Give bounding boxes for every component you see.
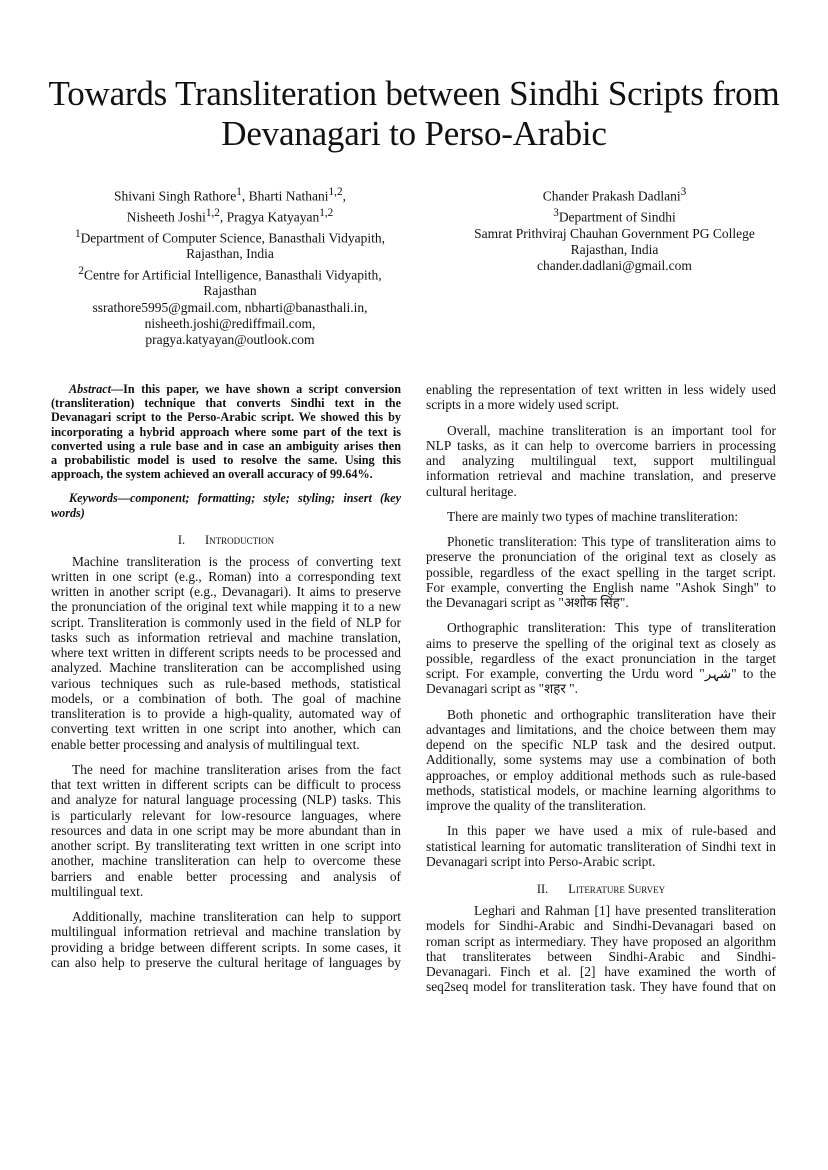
section-title: Introduction xyxy=(205,532,275,547)
text-line: models for Sindhi-Arabic and Sindhi-Devanagari based on xyxy=(426,918,776,934)
affiliation-line: $^2$Centre for Artificial Intelligence, Banasthali Vidyapith, xyxy=(78,264,382,283)
text-line: that transliterates between Sindhi-Arabic and Sindhi- xyxy=(426,948,776,964)
section-number: II. xyxy=(536,882,549,896)
text-line: possible, regardless of the exact pronunciation in the target xyxy=(426,650,776,666)
text-line: the Devanagari script as "अशोक सिंह". xyxy=(426,595,629,610)
text-line: depend on the specific NLP task and the desired output. xyxy=(426,737,776,752)
paragraph xyxy=(51,762,401,899)
paragraph xyxy=(426,903,776,995)
text-line: can also help to preserve the cultural heritage of languages by xyxy=(51,954,401,970)
paragraph xyxy=(426,382,776,413)
paragraph xyxy=(51,909,401,970)
text-line: enable better processing and analysis of multilingual text. xyxy=(51,736,360,752)
paragraph xyxy=(51,554,401,752)
text-line: There are mainly two types of machine transliteration: xyxy=(447,508,739,524)
paragraph xyxy=(426,423,776,499)
text-line: written in one script (e.g., Roman) into a corresponding text xyxy=(51,568,401,584)
section-number: I. xyxy=(177,532,186,547)
text-line: roman script as intermediary. They have proposed an algorithm xyxy=(426,933,776,949)
author-name-right: Chander Prakash Dadlani$^3$ xyxy=(542,186,687,204)
affiliation-line: $^3$Department of Sindhi xyxy=(553,206,676,225)
keywords xyxy=(51,491,401,519)
text-line: improve the quality of the transliteration. xyxy=(426,798,647,813)
affiliation-line: Rajasthan, India xyxy=(186,246,274,262)
text-line: barriers and enable better processing and analysis of xyxy=(51,868,401,884)
text-line: words) xyxy=(51,505,85,520)
text-line: approaches, or employ additional methods such as rule-based xyxy=(426,767,776,783)
text-line: and analyzing multilingual text, support multilingual xyxy=(426,453,776,468)
text-line: and analyze for natural language processing (NLP) tasks. This xyxy=(51,792,401,808)
title-line-1: Towards Transliteration between Sindhi Scripts from xyxy=(48,74,780,113)
text-line: (transliteration) technique that converts Sindhi text in the xyxy=(51,396,401,411)
text-line: converting text written in one script into another, which can xyxy=(51,721,401,737)
text-line: another script. By transliterating text written in one script into xyxy=(51,838,401,854)
text-line: tasks such as information retrieval and machine translation, xyxy=(51,629,401,645)
text-line: resources and data in one script may be more abundant than in xyxy=(51,822,401,838)
text-line: Devanagari script to the Perso-Arabic script. We showed this by xyxy=(51,410,401,425)
author-names-line-1: Shivani Singh Rathore$^1$, Bharti Nathani$^{1,2}$, xyxy=(114,186,346,204)
text-line: In this paper we have used a mix of rule-based and xyxy=(447,823,776,839)
text-line: aims to preserve the spelling of the original text as closely as xyxy=(426,635,776,651)
text-line: various techniques such as rule-based methods, statistical xyxy=(51,675,401,691)
text-line: Keywords—component; formatting; style; styling; insert (key xyxy=(69,491,401,506)
paragraph xyxy=(426,707,776,814)
text-line: Additionally, machine transliteration can help to support xyxy=(72,909,401,925)
paragraph xyxy=(426,620,776,696)
affiliations-left xyxy=(50,226,410,349)
title-line-2: Devanagari to Perso-Arabic xyxy=(221,114,607,153)
text-line: Devanagari script as "शहर ". xyxy=(426,681,578,697)
text-line: Orthographic transliteration: This type of transliteration xyxy=(447,620,776,636)
section-heading xyxy=(51,532,401,548)
text-line: Devanagari. Finch et al. [2] have examined the worth of xyxy=(426,964,776,979)
paragraph xyxy=(426,823,776,869)
text-line: models, or a combination of both. The goal of machine xyxy=(51,690,401,706)
paper-title xyxy=(40,74,788,154)
affiliation-line: pragya.katyayan@outlook.com xyxy=(145,332,315,348)
affiliation-line: chander.dadlani@gmail.com xyxy=(537,258,692,274)
text-line: methods, statistical models, or machine learning algorithms to xyxy=(426,782,776,798)
text-line: scripts in a more widely used script. xyxy=(426,397,620,413)
text-line: a probabilistic model is used to resolve the same. Using this xyxy=(51,452,401,467)
affiliation-line: Rajasthan xyxy=(203,283,257,299)
right-column xyxy=(426,382,776,1005)
text-line: advantages and limitations, and the choice between them may xyxy=(426,721,776,737)
text-line: script. Transliteration is commonly used in the field of NLP for xyxy=(51,614,401,630)
affiliation-line: Samrat Prithviraj Chauhan Government PG College xyxy=(474,225,755,241)
text-line: Both phonetic and orthographic transliteration have their xyxy=(447,706,776,722)
affiliation-line: nisheeth.joshi@rediffmail.com, xyxy=(144,316,316,332)
text-line: another, machine transliteration can help to overcome these xyxy=(51,853,401,869)
text-line: providing a bridge between different scripts. In some cases, it xyxy=(51,939,401,955)
affiliations-right xyxy=(432,205,797,275)
abstract xyxy=(51,382,401,481)
text-line: analyzed. Machine transliteration can be accomplished using xyxy=(51,660,401,676)
text-line: For example, converting the English name "Ashok Singh" to xyxy=(426,579,776,595)
paragraph xyxy=(426,509,776,524)
text-line: enabling the representation of text written in less widely used xyxy=(426,382,776,397)
text-line: The need for machine transliteration arises from the fact xyxy=(72,761,401,777)
text-line: information retrieval and machine translation, and preserve xyxy=(426,468,776,484)
text-line: that text written in different scripts can be difficult to process xyxy=(51,777,401,793)
left-column xyxy=(51,382,401,980)
text-line: multilingual information retrieval and machine translation by xyxy=(51,924,401,940)
text-line: approach, the system achieved an overall accuracy of 99.64%. xyxy=(51,467,373,482)
text-line: NLP tasks, as it can help to overcome barriers in processing xyxy=(426,437,776,453)
text-line: Abstract—In this paper, we have shown a script conversion xyxy=(69,382,401,396)
text-line: Devanagari script into Perso-Arabic script. xyxy=(426,853,656,869)
text-line: Leghari and Rahman [1] have presented transliteration xyxy=(474,903,776,918)
author-names-line-2: Nisheeth Joshi$^{1,2}$, Pragya Katyayan$^{1,2}$ xyxy=(126,206,334,225)
text-line: Machine transliteration is the process of converting text xyxy=(72,553,401,569)
text-line: written in another script (e.g., Devanagari). It aims to preserve xyxy=(51,584,401,600)
text-line: Additionally, some systems may use a combination of both xyxy=(426,752,776,768)
text-line: multilingual text. xyxy=(51,883,144,899)
paragraph xyxy=(426,534,776,610)
section-heading xyxy=(426,881,776,897)
affiliation-line: ssrathore5995@gmail.com, nbharti@banasthali.in, xyxy=(92,299,368,315)
text-line: statistical learning for automatic transliteration of Sindhi text in xyxy=(426,838,776,854)
text-line: Phonetic transliteration: This type of transliteration aims to xyxy=(447,534,776,549)
text-line: converted using a rule base and in case an ambiguity arises then xyxy=(51,438,401,453)
text-line: incorporating a hybrid approach where some part of the text is xyxy=(51,424,401,439)
text-line: preserve the pronunciation of the original text as closely as xyxy=(426,549,776,565)
section-title: Literature Survey xyxy=(568,882,666,896)
author-block-left xyxy=(50,184,410,349)
text-line: transliteration is to provide a high-quality, automated way of xyxy=(51,706,401,722)
text-line: Overall, machine transliteration is an important tool for xyxy=(447,422,776,438)
text-line: seq2seq model for transliteration task. They have found that on xyxy=(426,979,776,995)
author-block-right xyxy=(432,184,797,274)
text-line: where text written in different scripts needs to be processed and xyxy=(51,645,401,661)
text-line: cultural heritage. xyxy=(426,483,517,499)
text-line: the pronunciation of the original text while mapping it to a new xyxy=(51,599,401,615)
affiliation-line: $^1$Department of Computer Science, Banasthali Vidyapith, xyxy=(74,227,386,246)
text-line: is particularly relevant for low-resource languages, where xyxy=(51,807,401,823)
text-line: possible, regardless of the exact spelling in the target script. xyxy=(426,564,776,580)
text-line: script. For example, converting the Urdu word "شہر" to the xyxy=(426,666,777,681)
affiliation-line: Rajasthan, India xyxy=(570,241,659,257)
